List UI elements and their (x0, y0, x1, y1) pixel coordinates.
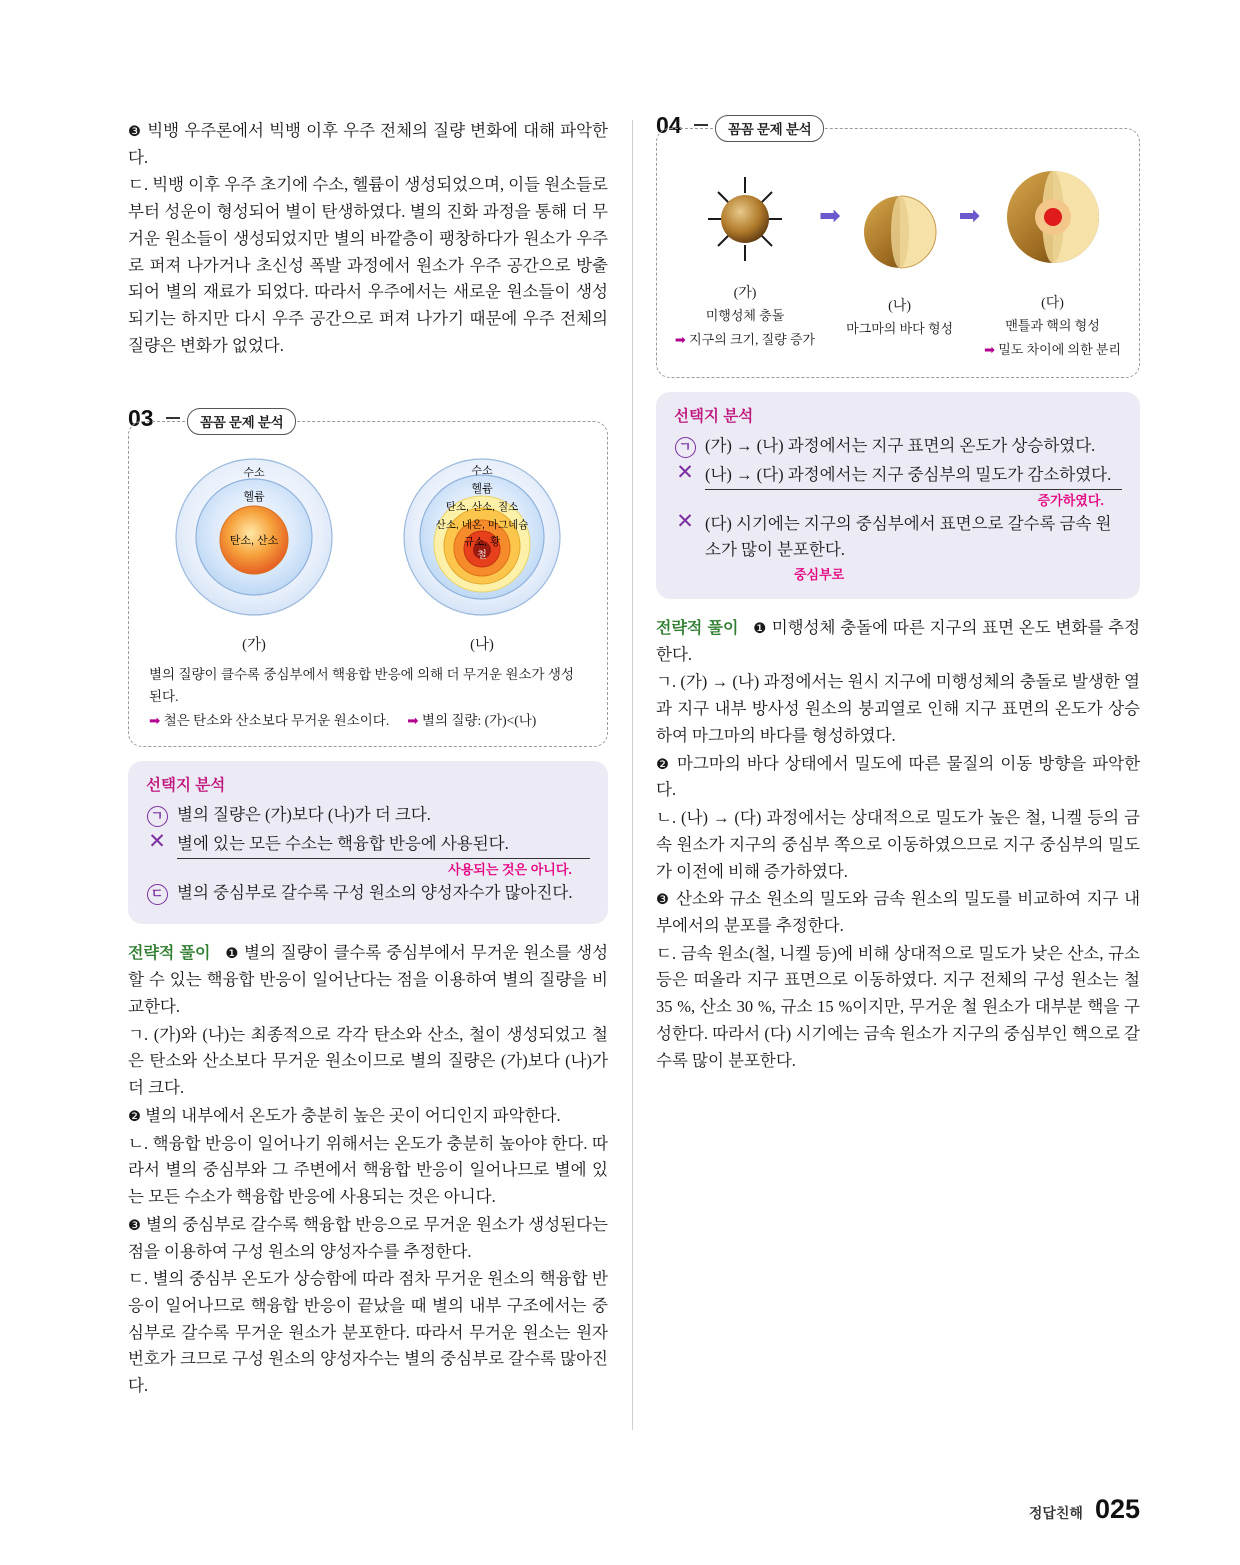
question-03-strategy (128, 940, 608, 1399)
magma-ocean-icon (845, 182, 955, 282)
star-a-svg (164, 452, 344, 622)
strategy-step-text: ㄱ. (가)와 (나)는 최종적으로 각각 탄소와 산소, 철이 생성되었고 철은 탄소와 산소보다 무거운 원소이므로 별의 질량은 (가)보다 (나)가 더 크다. (128, 1024, 608, 1098)
choice-item (674, 433, 1122, 459)
choice-item (674, 511, 1122, 564)
strategy-step-text: 별의 중심부로 갈수록 핵융합 반응으로 무거운 원소가 생성된다는 점을 이용하여 구성 원소의 양성자수를 추정한다. (128, 1214, 608, 1261)
svg-text:산소, 네온, 마그네슘: 산소, 네온, 마그네슘 (435, 519, 529, 532)
stage-3-desc-text: 밀도 차이에 의한 분리 (998, 342, 1122, 358)
stage-2 (845, 182, 955, 339)
question-04-box-title: 꼼꼼 문제 분석 (715, 115, 824, 142)
footer-label: 정답친해 (1028, 1505, 1083, 1521)
arrow-icon: ➡ (984, 343, 995, 359)
strategy-bullet: ❸ (656, 892, 671, 909)
star-a-caption: (가) (242, 637, 266, 654)
svg-text:탄소, 산소, 질소: 탄소, 산소, 질소 (445, 501, 519, 514)
strategy-step-text: ㄴ. (나) → (다) 과정에서는 상대적으로 밀도가 높은 철, 니켈 등의 금속 원소가 지구의 중심부 쪽으로 이동하였으므로 지구 중심부의 밀도가 이전에 비해 증가하였다. (656, 808, 1140, 881)
arrow-icon: ➡ (149, 712, 161, 729)
question-04-block (656, 112, 1140, 378)
choice-marker-wrong-icon: ✕ (148, 828, 166, 853)
choice-text: 별의 질량은 (가)보다 (나)가 더 크다. (177, 805, 431, 825)
svg-text:수소: 수소 (243, 467, 265, 480)
strategy-bullet: ❸ (128, 1217, 142, 1234)
figure-03-note-2: 철은 탄소와 산소보다 무거운 원소이다. (163, 712, 390, 728)
stage-1-desc (675, 330, 815, 351)
stage-1-desc-text: 지구의 크기, 질량 증가 (689, 332, 816, 348)
svg-text:헬륨: 헬륨 (243, 491, 265, 504)
arrow-right-icon-1: ➡ (818, 201, 841, 231)
strategy-step-text: ㄴ. 핵융합 반응이 일어나기 위해서는 온도가 충분히 높아야 한다. 따라서 별의 중심부와 그 주변에서 핵융합 반응이 일어나므로 별에 있는 모든 수소가 핵융합 반응에 사용되는 것은 아니다. (128, 1133, 608, 1207)
intro-bullet-text: 빅뱅 우주론에서 빅뱅 이후 우주 전체의 질량 변화에 대해 파악한다. (128, 121, 608, 167)
figure-03-note-row (149, 710, 587, 733)
svg-text:규소, 황: 규소, 황 (463, 536, 501, 549)
question-03-block (128, 405, 608, 747)
right-column (656, 112, 1141, 1075)
question-03-analysis (128, 761, 608, 924)
strategy-step-text: 별의 내부에서 온도가 충분히 높은 곳이 어디인지 파악한다. (145, 1105, 561, 1125)
question-03-box-title: 꼼꼼 문제 분석 (187, 408, 296, 435)
analysis-title: 선택지 분석 (674, 408, 754, 426)
strategy-step-text: ㄱ. (가) → (나) 과정에서는 원시 지구에 미행성체의 충돌로 발생한 열과 지구 내부 방사성 원소의 붕괴열로 인해 지구 표면의 온도가 상승하여 마그마의 바다를 형성하였다. (656, 672, 1140, 745)
intro-bullet-line (128, 118, 608, 171)
choice-text: 별의 중심부로 갈수록 구성 원소의 양성자수가 많아진다. (177, 883, 573, 903)
arrow-right-icon-2: ➡ (958, 201, 981, 231)
svg-text:수소: 수소 (471, 465, 493, 478)
question-04-strategy (656, 615, 1140, 1074)
left-column (128, 118, 608, 1401)
choice-correction: 증가하였다. (1037, 493, 1104, 509)
star-b (392, 452, 572, 654)
choice-marker-correct-icon: ㄷ (146, 880, 168, 906)
strategy-bullet: ❶ (753, 620, 767, 637)
choice-text: (다) 시기에는 지구의 중심부에서 표면으로 갈수록 금속 원소가 많이 분포한다. (705, 514, 1112, 560)
strategy-step (656, 751, 1140, 804)
mantle-core-icon (988, 159, 1118, 279)
strategy-step-text: 별의 질량이 클수록 중심부에서 무거운 원소를 생성할 수 있는 핵융합 반응이 일어난다는 점을 이용하여 별의 질량을 비교한다. (128, 943, 609, 1017)
strategy-step (128, 1212, 608, 1265)
strategy-bullet: ❷ (128, 1108, 141, 1125)
strategy-step (128, 940, 608, 1020)
choice-item-wrap (674, 511, 1122, 583)
choice-item (146, 802, 590, 828)
choice-marker-wrong-icon: ✕ (676, 509, 694, 534)
svg-text:헬륨: 헬륨 (471, 483, 493, 496)
svg-text:탄소, 산소: 탄소, 산소 (229, 535, 279, 548)
planetesimal-impact-icon (690, 169, 800, 269)
stage-1-title: 미행성체 충돌 (705, 308, 785, 323)
page-number: 025 (1094, 1494, 1140, 1524)
column-divider (632, 120, 633, 1430)
choice-item (146, 828, 590, 859)
page-footer (1029, 1494, 1140, 1525)
strategy-bullet: ❶ (225, 946, 240, 963)
choice-item (674, 459, 1122, 490)
choice-text: 별에 있는 모든 수소는 핵융합 반응에 사용된다. (177, 831, 590, 859)
strategy-step-text: ㄷ. 금속 원소(철, 니켈 등)에 비해 상대적으로 밀도가 낮은 산소, 규소 등은 떠올라 지구 표면으로 이동하였다. 지구 전체의 구성 원소는 철 35 %, 산소 30 %, 규소 15 %이지만, 무거운 철 원소가 대부분 핵을 구성한다. 따라서 (다) 시기에는 금속 원소가 지구의 중심부인 핵으로 갈수록 많이 분포한다. (656, 943, 1140, 1070)
star-b-svg (392, 452, 572, 622)
analysis-title: 선택지 분석 (146, 777, 226, 795)
figure-03-note-3: 별의 질량: (가)<(나) (421, 712, 537, 728)
question-04-number: 04 (656, 112, 682, 138)
choice-item-wrap (146, 828, 590, 878)
figure-03-notes (145, 664, 591, 732)
choice-marker-correct-icon: ㄱ (674, 433, 696, 459)
strategy-head: 전략적 풀이 (128, 945, 211, 963)
choice-item (146, 880, 590, 906)
stage-3-desc (984, 340, 1121, 361)
stage-3-label: (다) (1041, 296, 1064, 311)
arrow-icon: ➡ (674, 333, 686, 349)
strategy-step-text: 산소와 규소 원소의 밀도와 금속 원소의 밀도를 비교하여 지구 내부에서의 분포를 추정한다. (656, 889, 1141, 935)
star-b-caption: (나) (470, 637, 494, 654)
strategy-bullet: ❷ (656, 756, 671, 773)
figure-03-note-2-wrap (149, 710, 389, 733)
intro-body: ㄷ. 빅뱅 이후 우주 초기에 수소, 헬륨이 생성되었으며, 이들 원소들로부터 성운이 형성되어 별이 탄생하였다. 별의 진화 과정을 통해 더 무거운 원소들이 생성되었지만 별의 바깥층이 팽창하다가 원소가 우주로 퍼져 나가거나 초신성 폭발 과정에서 원소가 우주 공간으로 방출되어 별의 재료가 되었다. 따라서 우주에서는 새로운 원소들이 생성되기는 하지만 다시 우주 공간으로 퍼져 나가기 때문에 우주 전체의 질량은 변화가 없었다. (128, 175, 608, 355)
strategy-step-text: 마그마의 바다 상태에서 밀도에 따른 물질의 이동 방향을 파악한다. (656, 753, 1141, 800)
intro-bullet: ❸ (128, 124, 143, 140)
choice-text: (가) → (나) 과정에서는 지구 표면의 온도가 상승하였다. (705, 436, 1096, 456)
choice-correction: 사용되는 것은 아니다. (448, 862, 572, 878)
stage-1-label: (가) (733, 286, 757, 301)
star-structure-figure (145, 452, 591, 654)
choice-marker-correct-icon: ㄱ (146, 802, 168, 828)
question-03-dash (166, 417, 180, 419)
strategy-head: 전략적 풀이 (656, 619, 739, 637)
stage-3-title: 맨틀과 핵의 형성 (1005, 318, 1100, 333)
strategy-step-text: 미행성체 충돌에 따른 지구의 표면 온도 변화를 추정한다. (656, 617, 1141, 664)
strategy-step (656, 886, 1140, 939)
choice-item-wrap (674, 459, 1122, 509)
choice-text: (나) → (다) 과정에서는 지구 중심부의 밀도가 감소하였다. (705, 462, 1122, 490)
strategy-step-text: ㄷ. 별의 중심부 온도가 상승함에 따라 점차 무거운 원소의 핵융합 반응이 일어나므로 핵융합 반응이 끝났을 때 별의 내부 구조에서는 중심부로 갈수록 무거운 원소가 분포한다. 따라서 무거운 원소는 원자 번호가 크므로 구성 원소의 양성자수는 별의 중심부로 갈수록 많아진다. (128, 1269, 608, 1396)
choice-marker-wrong-icon: ✕ (676, 459, 694, 484)
question-03-number: 03 (128, 405, 154, 432)
question-04-dash (694, 124, 708, 126)
strategy-step (656, 615, 1140, 669)
stage-2-title: 마그마의 바다 형성 (846, 320, 954, 336)
earth-formation-figure (673, 159, 1123, 361)
svg-text:철: 철 (477, 550, 487, 562)
star-a (164, 452, 344, 654)
figure-03-note-1: 별의 질량이 클수록 중심부에서 핵융합 반응에 의해 더 무거운 원소가 생성된다. (149, 667, 574, 705)
question-04-analysis (656, 392, 1140, 599)
stage-2-label: (나) (888, 298, 912, 314)
strategy-step (128, 1103, 608, 1130)
figure-03-note-3-wrap (407, 710, 536, 733)
stage-3 (984, 159, 1121, 361)
arrow-icon: ➡ (407, 712, 419, 729)
stage-1 (675, 169, 815, 351)
choice-correction: 중심부로 (794, 566, 845, 582)
